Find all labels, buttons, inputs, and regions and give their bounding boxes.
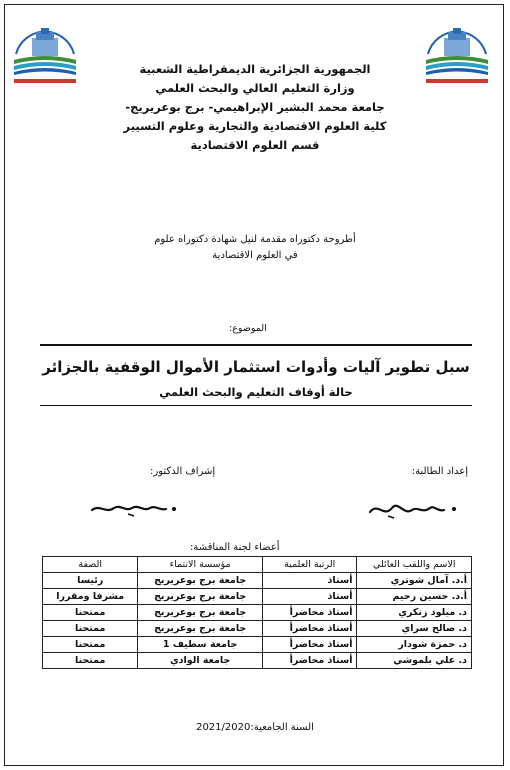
member-rank: أستاذ [262, 573, 357, 589]
member-name: أ.د. حسين رحيم [357, 589, 472, 605]
header-faculty: كلية العلوم الاقتصادية والتجارية وعلوم التسيير [123, 119, 387, 133]
member-name: د. صالح سراي [357, 621, 472, 637]
header-name: الاسم واللقب العائلي [357, 557, 472, 573]
thesis-line-1: أطروحة دكتوراه مقدمة لنيل شهادة دكتوراه علوم [154, 234, 356, 245]
institution-header [90, 60, 420, 155]
committee-table [42, 556, 472, 669]
table-row [43, 637, 472, 653]
student-signature [364, 496, 460, 522]
supervisor-signature [88, 496, 180, 522]
member-institution: جامعة برج بوعريريج [138, 605, 262, 621]
member-name: د. ميلود زنكري [357, 605, 472, 621]
member-institution: جامعة الوادي [138, 653, 262, 669]
member-name: د. علي بلموشي [357, 653, 472, 669]
academic-year: السنة الجامعية:2021/2020 [196, 722, 314, 733]
member-role: ممتحنا [43, 605, 138, 621]
header-role: الصفة [43, 557, 138, 573]
member-role: ممتحنا [43, 637, 138, 653]
table-row [43, 621, 472, 637]
member-institution: جامعة برج بوعريريج [138, 589, 262, 605]
member-name: د. حمزة شودار [357, 637, 472, 653]
member-rank: أستاذ [262, 589, 357, 605]
university-logo-right [420, 24, 494, 90]
header-institution: مؤسسة الانتماء [138, 557, 262, 573]
member-name: أ.د. آمال شوتري [357, 573, 472, 589]
table-row [43, 589, 472, 605]
member-role: مشرفا ومقررا [43, 589, 138, 605]
member-rank: أستاذ محاضرأ [262, 605, 357, 621]
member-rank: أستاذ محاضرأ [262, 637, 357, 653]
member-institution: جامعة برج بوعريريج [138, 573, 262, 589]
table-row [43, 605, 472, 621]
thesis-line-2: في العلوم الاقتصادية [212, 250, 298, 261]
committee-header-row [43, 557, 472, 573]
member-role: رئيسا [43, 573, 138, 589]
university-logo-left [8, 24, 82, 90]
header-republic: الجمهورية الجزائرية الديمقراطية الشعبية [139, 62, 371, 76]
member-rank: أستاذ محاضرأ [262, 653, 357, 669]
header-ministry: وزارة التعليم العالي والبحث العلمي [155, 81, 355, 95]
member-role: ممتحنا [43, 621, 138, 637]
subject-label: الموضوع: [229, 323, 267, 334]
thesis-subtitle: حالة أوقاف التعليم والبحث العلمي [159, 385, 353, 399]
header-rank: الرتبة العلمية [262, 557, 357, 573]
table-row [43, 573, 472, 589]
thesis-title: سبل تطوير آليات وأدوات استثمار الأموال الوقفية بالجزائر [42, 358, 470, 376]
supervisor-label: إشراف الدكتور: [150, 466, 216, 477]
thesis-description [90, 232, 420, 264]
member-rank: أستاذ محاضرأ [262, 621, 357, 637]
title-rule-top [40, 344, 472, 346]
header-university: جامعة محمد البشير الإبراهيمي- برج بوعريريج- [125, 100, 385, 114]
member-role: ممتحنا [43, 653, 138, 669]
prepared-by-label: إعداد الطالبة: [411, 466, 468, 477]
member-institution: جامعة سطيف 1 [138, 637, 262, 653]
header-department: قسم العلوم الاقتصادية [190, 138, 320, 152]
title-rule-bottom [40, 405, 472, 406]
member-institution: جامعة برج بوعريريج [138, 621, 262, 637]
table-row [43, 653, 472, 669]
committee-label: أعضاء لجنة المناقشة: [190, 542, 280, 553]
